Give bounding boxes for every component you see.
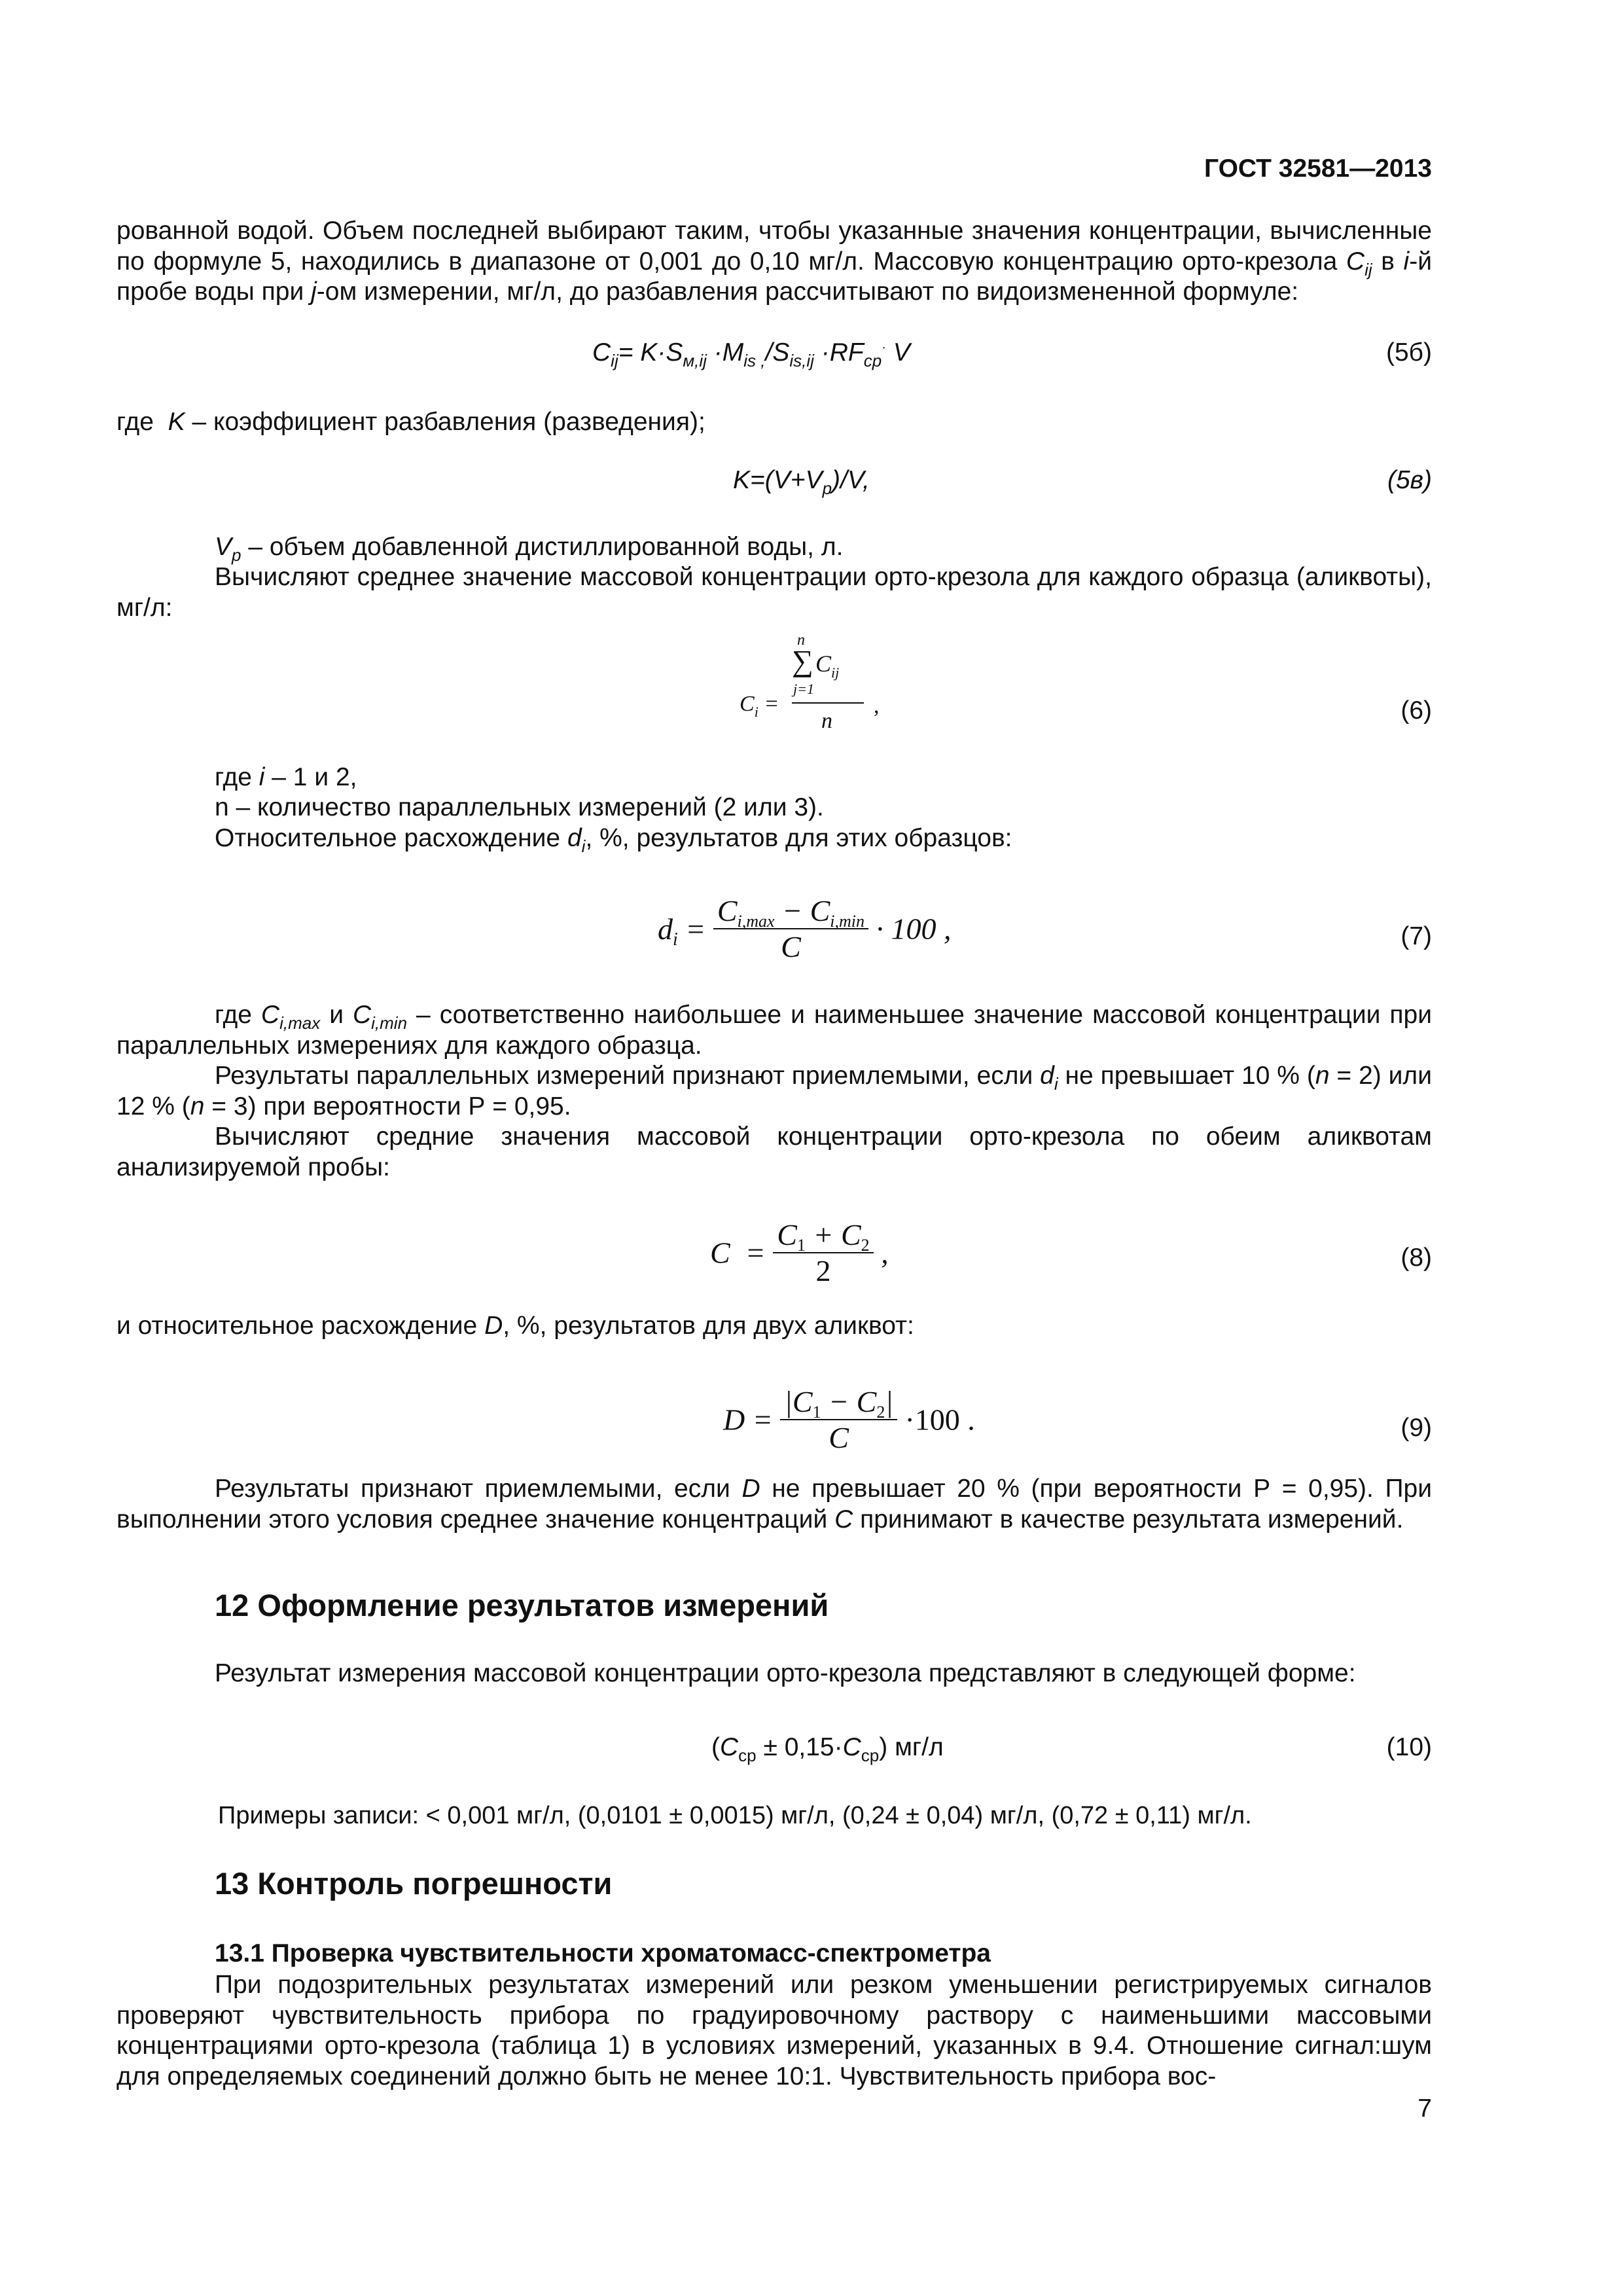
document-id: ГОСТ 32581—2013 (1204, 154, 1432, 183)
paragraph-acceptance: Результаты параллельных измерений признают приемлемыми, если $d_i$ не превышает 10 % (n = 2) или 12 % (n = 3) при вероятности Р = 0,95. (116, 1062, 1432, 1121)
equation-9: D = $\frac{|C_1 - C_2|}{C}$ ·100 . (723, 1385, 975, 1454)
equation-number-9: (9) (1400, 1414, 1432, 1442)
equation-8: C = $\frac{C_1 + C_2}{2}$ , (710, 1218, 889, 1287)
paragraph-dilution: рованной водой. Объем последней выбирают таким, чтобы указанные значения концентрации, вычисленные по формуле 5, находились в диапазоне от 0,001 до 0,10 мг/л. Массовую концентрацию орто-крезола $C_{ij}$ в i-й пробе воды при j-ом измерении, мг/л, до разбавления рассчитывают по видоизмененной формуле: (116, 217, 1432, 306)
paragraph-cimax-cimin: где $C_{i,max}$ и $C_{i,min}$ – соответственно наибольшее и наименьшее значение массовой концентрации при параллельных измерениях для каждого образца. (116, 1001, 1433, 1060)
paragraph-results-accept: Результаты признают приемлемыми, если D не превышает 20 % (при вероятности Р = 0,95). При выполнении этого условия среднее значение концентраций C принимают в качестве результата измерений. (116, 1475, 1432, 1534)
subsection-13-1-heading: 13.1 Проверка чувствительности хроматомасс-спектрометра (215, 1939, 991, 1967)
section-12-heading: 12 Оформление результатов измерений (215, 1588, 829, 1623)
paragraph-mean-aliquots: Вычисляют средние значения массовой концентрации орто-крезола по обеим аликвотам анализируемой пробы: (116, 1122, 1432, 1181)
n-definition: n – количество параллельных измерений (2 или 3). (215, 793, 824, 821)
examples-text: Примеры записи: < 0,001 мг/л, (0,0101 ± 0,0015) мг/л, (0,24 ± 0,04) мг/л, (0,72 ± 0,11) мг/л. (218, 1802, 1252, 1829)
k-definition: где K – коэффициент разбавления (разведения); (116, 408, 705, 436)
equation-number-10: (10) (1386, 1733, 1432, 1761)
equation-number-8: (8) (1400, 1244, 1432, 1272)
equation-5v: $K=(V+V_p)/V$, (733, 466, 870, 498)
equation-5b: $C_{ij}= K\cdot S_{м,ij} \cdot M_{is ,}/S_{is,ij} \cdot RF_{ср}^\cdot$ V (592, 338, 910, 370)
page-number: 7 (1418, 2094, 1432, 2123)
relative-difference-text: Относительное расхождение $d_i$, %, результатов для этих образцов: (215, 824, 1012, 856)
paragraph-average: Вычисляют среднее значение массовой концентрации орто-крезола для каждого образца (аликвоты), мг/л: (116, 563, 1432, 622)
vp-definition: $V_p$ – объем добавленной дистиллированной воды, л. (215, 533, 844, 565)
equation-10: $(C_{ср} \pm 0,15\cdot C_{ср})$ мг/л (711, 1733, 944, 1765)
D-definition-text: и относительное расхождение D, %, результатов для двух аликвот: (116, 1312, 914, 1340)
equation-number-5b: (5б) (1385, 338, 1432, 367)
section-13-heading: 13 Контроль погрешности (215, 1866, 613, 1901)
equation-number-6: (6) (1400, 696, 1432, 725)
i-definition: где i – 1 и 2, (215, 763, 357, 791)
subsection-13-1-text: При подозрительных результатах измерений или резком уменьшении регистрируемых сигналов проверяют чувствительность прибора по градуировочному раствору с наименьшими массовыми концентрациями орто-крезола (таблица 1) в условиях измерений, указанных в 9.4. Отношение сигнал:шум для определяемых соединений должно быть не менее 10:1. Чувствительность прибора вос- (116, 1971, 1432, 2090)
section-12-text: Результат измерения массовой концентрации орто-крезола представляют в следующей форме: (215, 1659, 1356, 1687)
equation-7: $d_i$ = $\frac{C_{i,max} - C_{i,min}}{C}$ · 100 , (658, 894, 952, 963)
equation-number-5v: (5в) (1387, 466, 1432, 494)
equation-6: $C_i$ = n ∑ $C_{ij}$ j=1 n , (740, 632, 880, 733)
equation-number-7: (7) (1400, 922, 1432, 950)
